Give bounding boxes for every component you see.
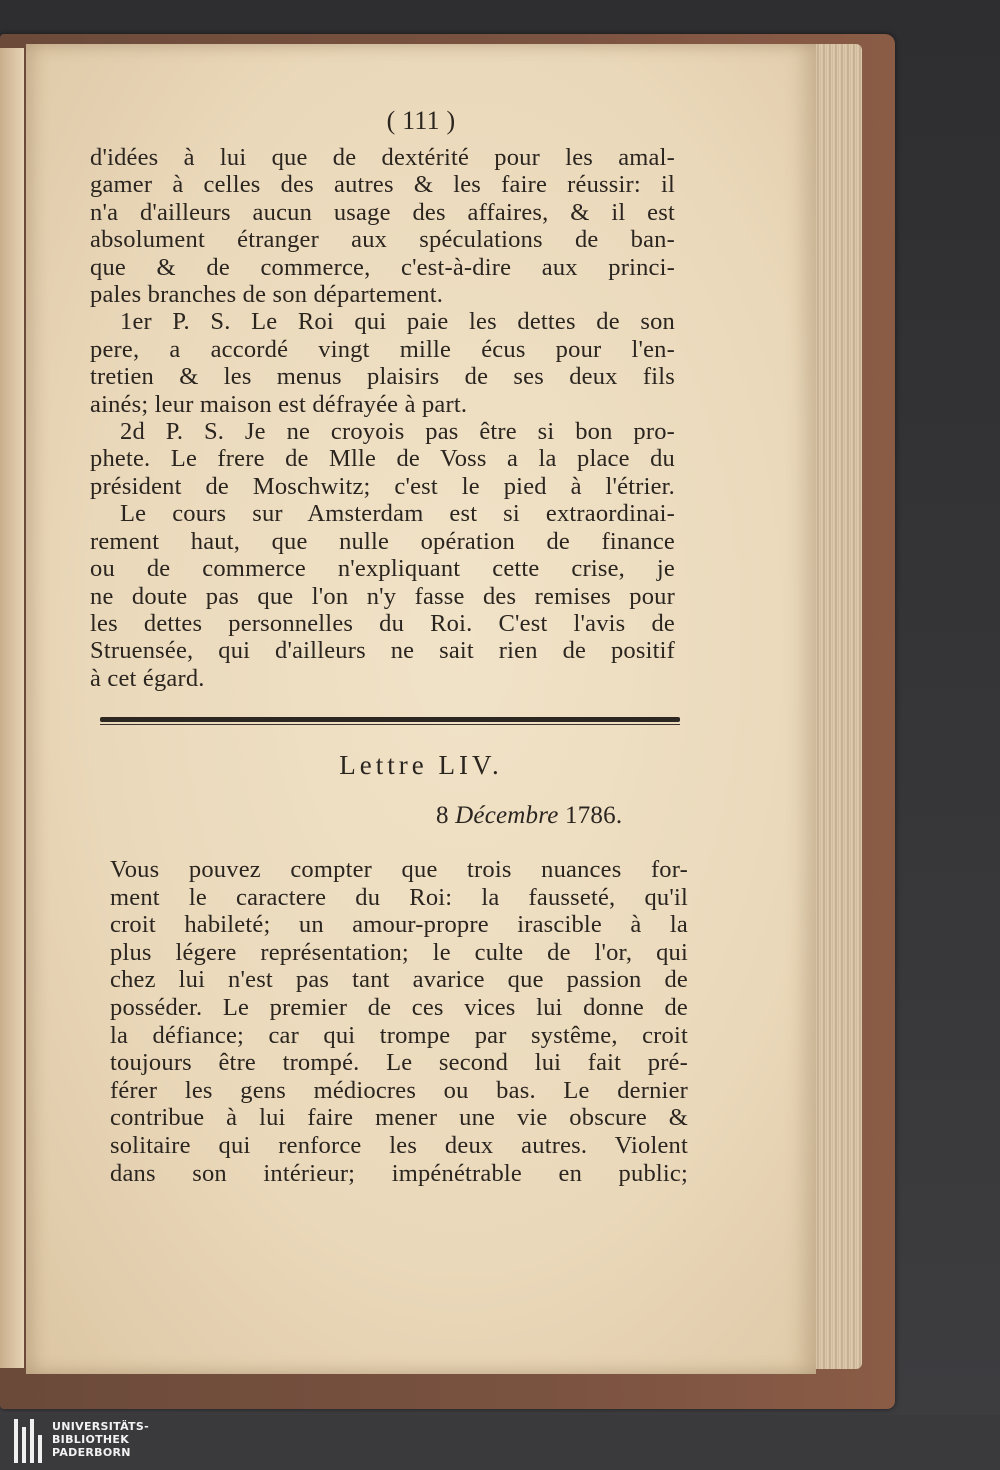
text-line: président de Moschwitz; c'est le pied à l'étrier. [90,472,675,500]
paragraph-block-1 [90,144,675,692]
date-year: 1786. [565,802,623,829]
text-line: la défiance; car qui trompe par systême, croit [110,1021,688,1049]
logo-line-1: UNIVERSITÄTS- [52,1420,149,1433]
library-logo-text [52,1420,149,1459]
logo-line-3: PADERBORN [52,1446,131,1459]
text-line: dans son intérieur; impénétrable en public; [110,1159,688,1187]
letter-heading: Lettre LIV. [339,750,503,780]
text-line: à cet égard. [90,664,205,692]
text-line: Struensée, qui d'ailleurs ne sait rien de positif [90,637,675,665]
date-month: Décembre [455,802,559,829]
book-page [26,44,816,1374]
section-divider [100,717,680,722]
logo-line-2: BIBLIOTHEK [52,1433,130,1446]
text-line: pales branches de son département. [90,281,444,309]
text-line: tretien & les menus plaisirs de ses deux fils [90,363,675,391]
text-line: d'idées à lui que de dextérité pour les amal- [90,144,675,171]
text-line: toujours être trompé. Le second lui fait pré- [110,1049,688,1077]
text-line: solitaire qui renforce les deux autres. Violent [110,1131,688,1159]
text-line: absolument étranger aux spéculations de ban- [90,226,675,254]
text-line: les dettes personnelles du Roi. C'est l'avis de [90,609,675,637]
text-line: ou de commerce n'expliquant cette crise, je [90,555,675,583]
text-line: 1er P. S. Le Roi qui paie les dettes de son [120,308,675,336]
text-line: ainés; leur maison est défrayée à part. [90,390,468,418]
text-line: 2d P. S. Je ne croyois pas être si bon pro- [120,418,675,446]
text-line: pere, a accordé vingt mille écus pour l'en- [90,335,675,363]
left-page-edge [0,48,24,1368]
text-line: gamer à celles des autres & les faire réussir: il [90,171,675,199]
text-line: plus légere représentation; le culte de l'or, qui [110,938,688,966]
letter-date [436,802,622,830]
text-line: phete. Le frere de Mlle de Voss a la place du [90,445,675,473]
text-line: posséder. Le premier de ces vices lui donne de [110,993,688,1021]
library-logo-icon [14,1419,44,1463]
page-number: ( 111 ) [386,106,456,135]
text-line: que & de commerce, c'est-à-dire aux princi- [90,253,675,281]
text-line: férer les gens médiocres ou bas. Le dernier [110,1076,688,1104]
text-line: n'a d'ailleurs aucun usage des affaires, & il est [90,198,675,226]
text-line: croit habileté; un amour-propre irascible à la [110,911,688,939]
text-line: Le cours sur Amsterdam est si extraordinai- [120,500,675,528]
text-line: rement haut, que nulle opération de finance [90,527,675,555]
date-day: 8 [436,802,449,829]
text-line: Vous pouvez compter que trois nuances for- [110,856,688,883]
text-line: chez lui n'est pas tant avarice que passion de [110,966,688,994]
text-line: contribue à lui faire mener une vie obscure & [110,1104,688,1132]
paragraph-block-2 [110,856,688,1187]
text-line: ment le caractere du Roi: la fausseté, qu'il [110,883,688,911]
text-line: ne doute pas que l'on n'y fasse des remises pour [90,582,675,610]
footer-bar [0,1415,1000,1470]
